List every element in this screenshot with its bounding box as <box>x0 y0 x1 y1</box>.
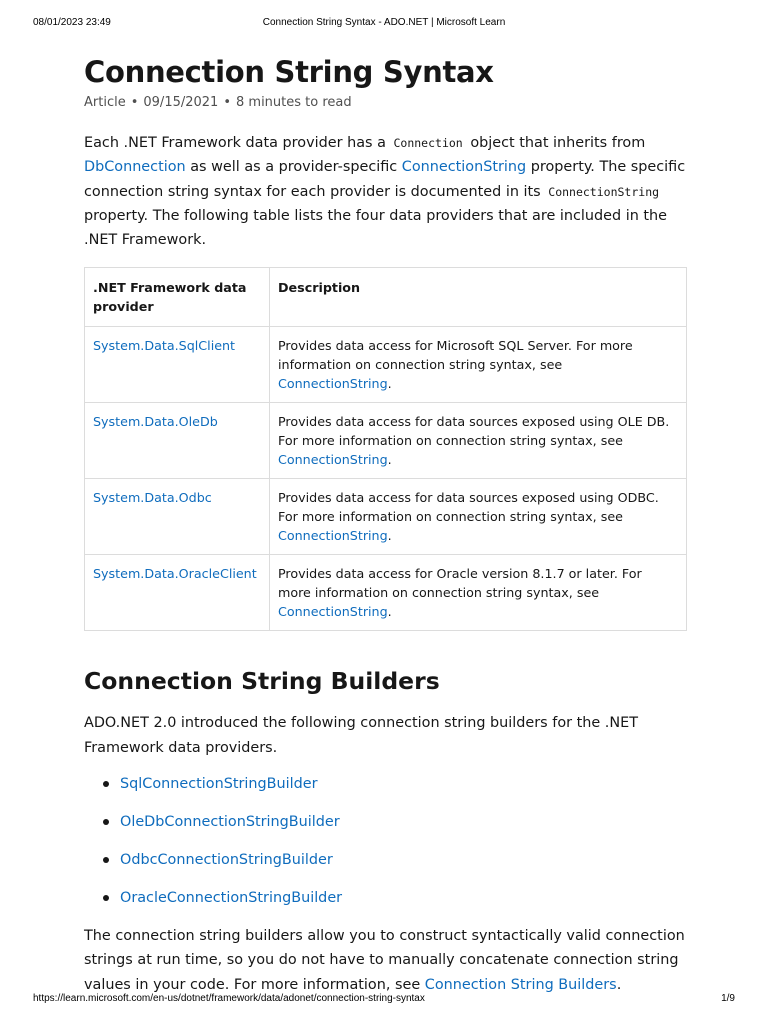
description-end: . <box>387 604 392 620</box>
table-row <box>85 479 687 555</box>
meta-separator: • <box>130 95 139 110</box>
bullet-icon <box>103 895 109 901</box>
connectionstring-link[interactable]: ConnectionString <box>278 452 388 468</box>
bullet-icon <box>103 781 109 787</box>
intro-text: property. The specific connection string syntax for each provider is documented in its <box>84 159 686 200</box>
description-text: Provides data access for Microsoft SQL Server. For more information on connection string syntax, see <box>278 338 633 373</box>
intro-text: as well as a provider-specific <box>190 159 398 176</box>
bullet-icon <box>103 857 109 863</box>
table-row <box>85 403 687 479</box>
list-item <box>84 810 690 834</box>
inline-code-connectionstring: ConnectionString <box>548 184 660 199</box>
provider-link-odbc[interactable]: System.Data.Odbc <box>93 490 212 506</box>
provider-link-oracleclient[interactable]: System.Data.OracleClient <box>93 566 257 582</box>
article <box>84 52 690 997</box>
list-item <box>84 886 690 910</box>
print-page-title: Connection String Syntax - ADO.NET | Microsoft Learn <box>262 17 506 28</box>
description-end: . <box>387 376 392 392</box>
description-end: . <box>387 528 392 544</box>
outro-text: The connection string builders allow you to construct syntactically valid connection strings at run time, so you do not have to manually concatenate connection string values in your code. For more information, see <box>84 928 685 993</box>
intro-text: Each .NET Framework data provider has a <box>84 135 386 151</box>
builder-link-oracle[interactable]: OracleConnectionStringBuilder <box>120 890 343 907</box>
column-header-description: Description <box>270 268 687 327</box>
description-text: Provides data access for Oracle version 8.1.7 or later. For more information on connection string syntax, see <box>278 566 642 601</box>
column-header-provider: .NET Framework data provider <box>85 268 270 327</box>
intro-text: property. The following table lists the four data providers that are included in the .NET Framework. <box>84 207 668 249</box>
article-date: 09/15/2021 <box>143 95 219 110</box>
list-item <box>84 772 690 796</box>
bullet-icon <box>103 819 109 825</box>
list-item <box>84 848 690 872</box>
description-cell <box>270 479 687 555</box>
provider-cell <box>85 403 270 479</box>
builders-intro: ADO.NET 2.0 introduced the following connection string builders for the .NET Framework data providers. <box>84 715 639 756</box>
connection-string-builders-link[interactable]: Connection String Builders <box>424 976 617 993</box>
provider-link-oledb[interactable]: System.Data.OleDb <box>93 414 218 430</box>
provider-cell <box>85 555 270 631</box>
print-url: https://learn.microsoft.com/en-us/dotnet/framework/data/adonet/connection-string-syntax <box>33 993 425 1004</box>
provider-cell <box>85 327 270 403</box>
description-text: Provides data access for data sources exposed using ODBC. For more information on connection string syntax, see <box>278 490 659 525</box>
table-row <box>85 555 687 631</box>
meta-separator: • <box>223 95 231 110</box>
inline-code-connection: Connection <box>393 136 463 150</box>
print-page-number: 1/9 <box>721 993 735 1004</box>
page-title: Connection String Syntax <box>84 55 494 89</box>
connectionstring-link[interactable]: ConnectionString <box>278 604 388 620</box>
section-heading-builders: Connection String Builders <box>84 667 440 696</box>
connectionstring-link[interactable]: ConnectionString <box>278 528 388 544</box>
builders-outro <box>84 924 690 997</box>
article-type: Article <box>84 95 126 110</box>
print-header <box>33 17 735 31</box>
table-row <box>85 327 687 403</box>
dbconnection-link[interactable]: DbConnection <box>84 159 186 176</box>
provider-link-sqlclient[interactable]: System.Data.SqlClient <box>93 338 236 354</box>
description-text: Provides data access for data sources exposed using OLE DB. For more information on connection string syntax, see <box>278 414 670 449</box>
intro-paragraph <box>84 131 690 252</box>
description-cell <box>270 327 687 403</box>
builders-list <box>84 772 690 910</box>
article-metadata <box>84 94 690 112</box>
table-header-row <box>85 268 687 327</box>
read-time: 8 minutes to read <box>236 95 352 110</box>
connectionstring-link[interactable]: ConnectionString <box>278 376 388 392</box>
intro-text: object that inherits from <box>470 135 646 151</box>
connectionstring-link[interactable]: ConnectionString <box>401 159 527 176</box>
builder-link-odbc[interactable]: OdbcConnectionStringBuilder <box>120 852 333 869</box>
description-cell <box>270 555 687 631</box>
provider-cell <box>85 479 270 555</box>
print-footer <box>33 993 735 1007</box>
outro-end: . <box>616 976 622 993</box>
builder-link-sql[interactable]: SqlConnectionStringBuilder <box>120 776 318 793</box>
print-datetime: 08/01/2023 23:49 <box>33 17 111 28</box>
providers-table <box>84 267 687 631</box>
builder-link-oledb[interactable]: OleDbConnectionStringBuilder <box>120 814 340 831</box>
description-cell <box>270 403 687 479</box>
description-end: . <box>387 452 392 468</box>
